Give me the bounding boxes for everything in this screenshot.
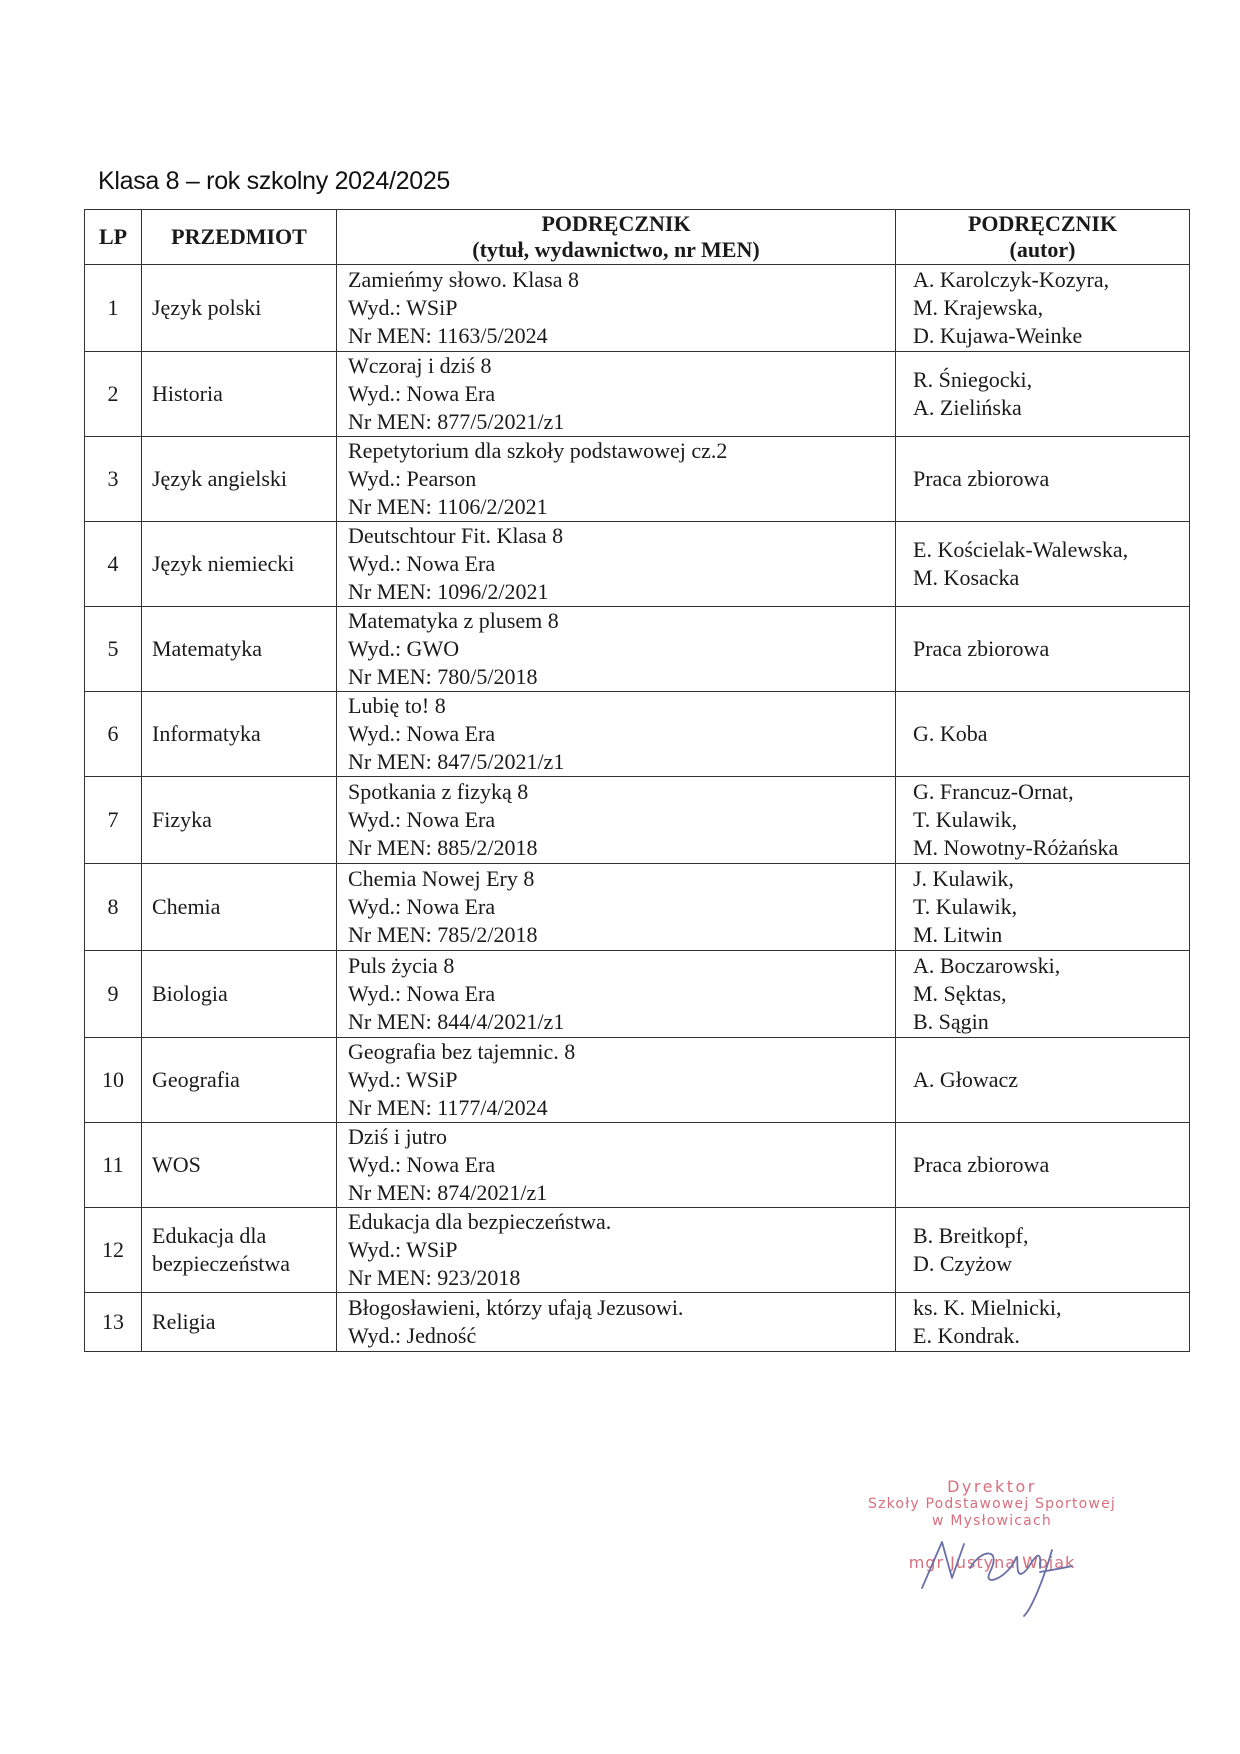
book-line: Wyd.: Nowa Era (348, 381, 496, 406)
header-author (896, 210, 1190, 265)
book-line: Wyd.: Pearson (348, 466, 477, 491)
author-line: M. Sęktas, (913, 981, 1007, 1006)
book-line: Deutschtour Fit. Klasa 8 (348, 523, 564, 548)
author-line: T. Kulawik, (913, 894, 1018, 919)
table-row (85, 1123, 1190, 1208)
book-cell (337, 777, 896, 864)
header-author-title: PODRĘCZNIK (967, 211, 1118, 236)
book-line: Wyd.: WSiP (348, 1237, 458, 1262)
subject-line: Edukacja dla (152, 1223, 267, 1248)
row-number: 7 (85, 777, 142, 864)
subject-line: Geografia (152, 1067, 240, 1092)
table-row (85, 1038, 1190, 1123)
book-line: Matematyka z plusem 8 (348, 608, 559, 633)
author-cell (896, 265, 1190, 352)
row-number: 5 (85, 607, 142, 692)
author-line: Praca zbiorowa (913, 636, 1050, 661)
book-cell (337, 951, 896, 1038)
book-line: Wyd.: GWO (348, 636, 460, 661)
author-cell (896, 864, 1190, 951)
book-line: Puls życia 8 (348, 953, 455, 978)
book-cell (337, 522, 896, 607)
author-line: M. Litwin (913, 922, 1003, 947)
row-number: 6 (85, 692, 142, 777)
book-line: Edukacja dla bezpieczeństwa. (348, 1209, 612, 1234)
table-row (85, 265, 1190, 352)
author-cell (896, 1038, 1190, 1123)
row-number: 13 (85, 1293, 142, 1352)
subject-cell (142, 437, 337, 522)
director-stamp (842, 1478, 1142, 1572)
book-line: Wyd.: Nowa Era (348, 894, 496, 919)
author-line: M. Nowotny-Różańska (913, 835, 1119, 860)
subject-cell (142, 1208, 337, 1293)
author-cell (896, 1293, 1190, 1352)
author-line: D. Czyżow (913, 1251, 1012, 1276)
subject-cell (142, 1038, 337, 1123)
author-line: J. Kulawik, (913, 866, 1014, 891)
author-line: A. Boczarowski, (913, 953, 1061, 978)
book-line: Nr MEN: 844/4/2021/z1 (348, 1009, 565, 1034)
subject-line: Język niemiecki (152, 551, 295, 576)
author-cell (896, 1123, 1190, 1208)
book-line: Wyd.: Nowa Era (348, 981, 496, 1006)
author-line: A. Głowacz (913, 1067, 1019, 1092)
author-cell (896, 352, 1190, 437)
subject-cell (142, 265, 337, 352)
book-cell (337, 1123, 896, 1208)
stamp-school-line-2: w Mysłowicach (932, 1513, 1052, 1529)
subject-cell (142, 1293, 337, 1352)
subject-line: Język polski (152, 295, 262, 320)
book-cell (337, 1038, 896, 1123)
book-cell (337, 1208, 896, 1293)
header-book-subtitle: (tytuł, wydawnictwo, nr MEN) (472, 237, 760, 262)
book-line: Nr MEN: 885/2/2018 (348, 835, 538, 860)
table-row (85, 777, 1190, 864)
row-number: 1 (85, 265, 142, 352)
author-line: M. Krajewska, (913, 295, 1044, 320)
table-row (85, 437, 1190, 522)
subject-cell (142, 607, 337, 692)
header-book (337, 210, 896, 265)
book-line: Wyd.: Jedność (348, 1323, 477, 1348)
book-line: Nr MEN: 1177/4/2024 (348, 1095, 548, 1120)
row-number: 12 (85, 1208, 142, 1293)
author-line: A. Karolczyk-Kozyra, (913, 267, 1110, 292)
author-cell (896, 777, 1190, 864)
book-line: Nr MEN: 923/2018 (348, 1265, 521, 1290)
author-line: G. Francuz-Ornat, (913, 779, 1074, 804)
author-cell (896, 692, 1190, 777)
table-row (85, 1293, 1190, 1352)
book-line: Nr MEN: 877/5/2021/z1 (348, 409, 565, 434)
header-author-subtitle: (autor) (1009, 237, 1076, 262)
author-line: Praca zbiorowa (913, 1152, 1050, 1177)
book-line: Nr MEN: 785/2/2018 (348, 922, 538, 947)
book-line: Nr MEN: 1163/5/2024 (348, 323, 548, 348)
book-cell (337, 607, 896, 692)
author-cell (896, 1208, 1190, 1293)
book-line: Nr MEN: 1096/2/2021 (348, 579, 549, 604)
row-number: 2 (85, 352, 142, 437)
author-line: G. Koba (913, 721, 988, 746)
row-number: 9 (85, 951, 142, 1038)
table-row (85, 1208, 1190, 1293)
subject-cell (142, 352, 337, 437)
author-line: A. Zielińska (913, 395, 1022, 420)
subject-line: Informatyka (152, 721, 261, 746)
subject-cell (142, 864, 337, 951)
table-row (85, 692, 1190, 777)
row-number: 10 (85, 1038, 142, 1123)
table-row (85, 607, 1190, 692)
subject-line: Język angielski (152, 466, 288, 491)
subject-line: bezpieczeństwa (152, 1251, 291, 1276)
book-cell (337, 864, 896, 951)
subject-cell (142, 951, 337, 1038)
row-number: 4 (85, 522, 142, 607)
book-cell (337, 265, 896, 352)
subject-cell (142, 522, 337, 607)
book-line: Chemia Nowej Ery 8 (348, 866, 535, 891)
book-line: Lubię to! 8 (348, 693, 446, 718)
header-subject: PRZEDMIOT (142, 210, 337, 265)
book-line: Zamieńmy słowo. Klasa 8 (348, 267, 579, 292)
subject-cell (142, 692, 337, 777)
subject-line: Biologia (152, 981, 228, 1006)
author-line: R. Śniegocki, (913, 367, 1033, 392)
author-line: B. Sągin (913, 1009, 989, 1034)
subject-line: Fizyka (152, 807, 212, 832)
book-line: Geografia bez tajemnic. 8 (348, 1039, 576, 1064)
table-header-row (85, 210, 1190, 265)
row-number: 8 (85, 864, 142, 951)
subject-cell (142, 777, 337, 864)
stamp-role: Dyrektor (947, 1477, 1037, 1496)
stamp-school-line-1: Szkoły Podstawowej Sportowej (867, 1496, 1116, 1512)
subject-line: Chemia (152, 894, 221, 919)
book-cell (337, 692, 896, 777)
author-cell (896, 437, 1190, 522)
book-line: Wyd.: WSiP (348, 295, 458, 320)
author-line: E. Kondrak. (913, 1323, 1020, 1348)
subject-line: Religia (152, 1309, 216, 1334)
table-row (85, 864, 1190, 951)
book-line: Wyd.: Nowa Era (348, 721, 496, 746)
book-line: Nr MEN: 847/5/2021/z1 (348, 749, 565, 774)
header-book-title: PODRĘCZNIK (541, 211, 691, 236)
subject-line: Historia (152, 381, 223, 406)
book-cell (337, 1293, 896, 1352)
book-line: Błogosławieni, którzy ufają Jezusowi. (348, 1295, 684, 1320)
author-line: ks. K. Mielnicki, (913, 1295, 1062, 1320)
book-line: Nr MEN: 874/2021/z1 (348, 1180, 548, 1205)
book-line: Wyd.: Nowa Era (348, 551, 496, 576)
book-line: Spotkania z fizyką 8 (348, 779, 529, 804)
author-cell (896, 522, 1190, 607)
textbook-table (84, 209, 1190, 1352)
book-line: Repetytorium dla szkoły podstawowej cz.2 (348, 438, 728, 463)
book-line: Wyd.: WSiP (348, 1067, 458, 1092)
author-line: E. Kościelak-Walewska, (913, 537, 1129, 562)
author-line: T. Kulawik, (913, 807, 1018, 832)
book-line: Wyd.: Nowa Era (348, 807, 496, 832)
subject-cell (142, 1123, 337, 1208)
row-number: 3 (85, 437, 142, 522)
book-cell (337, 437, 896, 522)
book-cell (337, 352, 896, 437)
book-line: Nr MEN: 1106/2/2021 (348, 494, 548, 519)
row-number: 11 (85, 1123, 142, 1208)
header-lp: LP (85, 210, 142, 265)
author-line: M. Kosacka (913, 565, 1020, 590)
book-line: Nr MEN: 780/5/2018 (348, 664, 538, 689)
subject-line: Matematyka (152, 636, 262, 661)
table-row (85, 522, 1190, 607)
book-line: Wczoraj i dziś 8 (348, 353, 492, 378)
stamp-name: mgr Justyna Wojak (908, 1553, 1076, 1572)
author-cell (896, 607, 1190, 692)
table-body (85, 265, 1190, 1352)
book-line: Wyd.: Nowa Era (348, 1152, 496, 1177)
book-line: Dziś i jutro (348, 1124, 447, 1149)
table-row (85, 352, 1190, 437)
table-row (85, 951, 1190, 1038)
author-line: B. Breitkopf, (913, 1223, 1029, 1248)
subject-line: WOS (152, 1152, 201, 1177)
page-title: Klasa 8 – rok szkolny 2024/2025 (98, 167, 451, 195)
author-line: D. Kujawa-Weinke (913, 323, 1083, 348)
author-cell (896, 951, 1190, 1038)
author-line: Praca zbiorowa (913, 466, 1050, 491)
handwritten-signature (912, 1528, 1082, 1618)
